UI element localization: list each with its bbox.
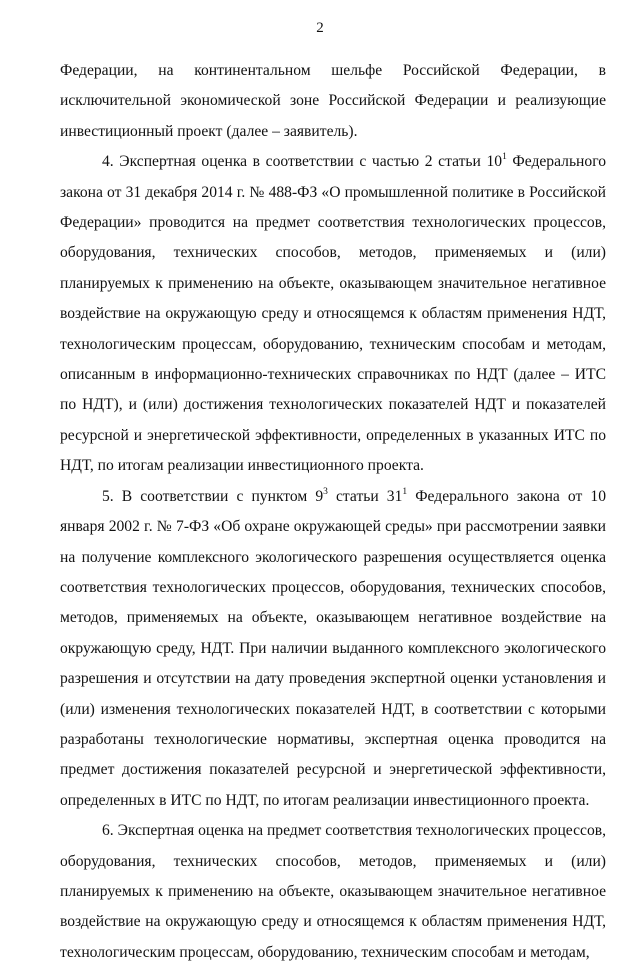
superscript: 3	[323, 486, 328, 497]
paragraph-text: Федерации, на континентальном шельфе Российской Федерации, в исключительной экономической зоне Российской Федерации и реализующие инвестиционный проект (далее – заявитель).	[60, 62, 606, 140]
paragraph-3	[60, 482, 606, 816]
paragraph-text: Федерального закона от 31 декабря 2014 г. № 488-ФЗ «О промышленной политике в Российской Федерации» проводится на предмет соответствия технологических процессов, оборудования, технических способов, методов, применяемых и (или) планируемых к применению на объекте, оказывающем значительное негативное воздействие на окружающую среду и относящемся к областям применения НДТ, технологическим процессам, оборудованию, техническим способам и методам, описанным в информационно-технических справочниках по НДТ (далее – ИТС по НДТ), и (или) достижения технологических показателей НДТ и показателей ресурсной и энергетической эффективности, определенных в указанных ИТС по НДТ, по итогам реализации инвестиционного проекта.	[60, 153, 606, 475]
paragraph-text: статьи 31	[327, 487, 403, 505]
paragraph-1	[60, 56, 606, 147]
paragraph-2	[60, 147, 606, 481]
page-number: 2	[316, 20, 324, 36]
superscript: 1	[502, 152, 507, 163]
paragraph-4	[60, 816, 606, 968]
paragraph-text: 6. Экспертная оценка на предмет соответствия технологических процессов, оборудования, технических способов, методов, применяемых и (или) планируемых к применению на объекте, оказывающем значительное негативное воздействие на окружающую среду и относящемся к областям применения НДТ, технологическим процессам, оборудованию, техническим способам и методам,	[60, 822, 606, 961]
paragraph-text: 5. В соответствии с пунктом 9	[102, 487, 324, 505]
paragraph-text: 4. Экспертная оценка в соответствии с частью 2 статьи 10	[102, 153, 503, 171]
document-body	[60, 56, 606, 968]
paragraph-text: Федерального закона от 10 января 2002 г. № 7-ФЗ «Об охране окружающей среды» при рассмотрении заявки на получение комплексного экологического разрешения осуществляется оценка соответствия технологических процессов, оборудования, технических способов, методов, применяемых на объекте, оказывающем негативное воздействие на окружающую среду, НДТ. При наличии выданного комплексного экологического разрешения и отсутствии на дату проведения экспертной оценки установления и (или) изменения технологических показателей НДТ, в соответствии с которыми разработаны технологические нормативы, экспертная оценка проводится на предмет достижения показателей ресурсной и энергетической эффективности, определенных в ИТС по НДТ, по итогам реализации инвестиционного проекта.	[60, 487, 606, 809]
superscript: 1	[402, 486, 408, 497]
